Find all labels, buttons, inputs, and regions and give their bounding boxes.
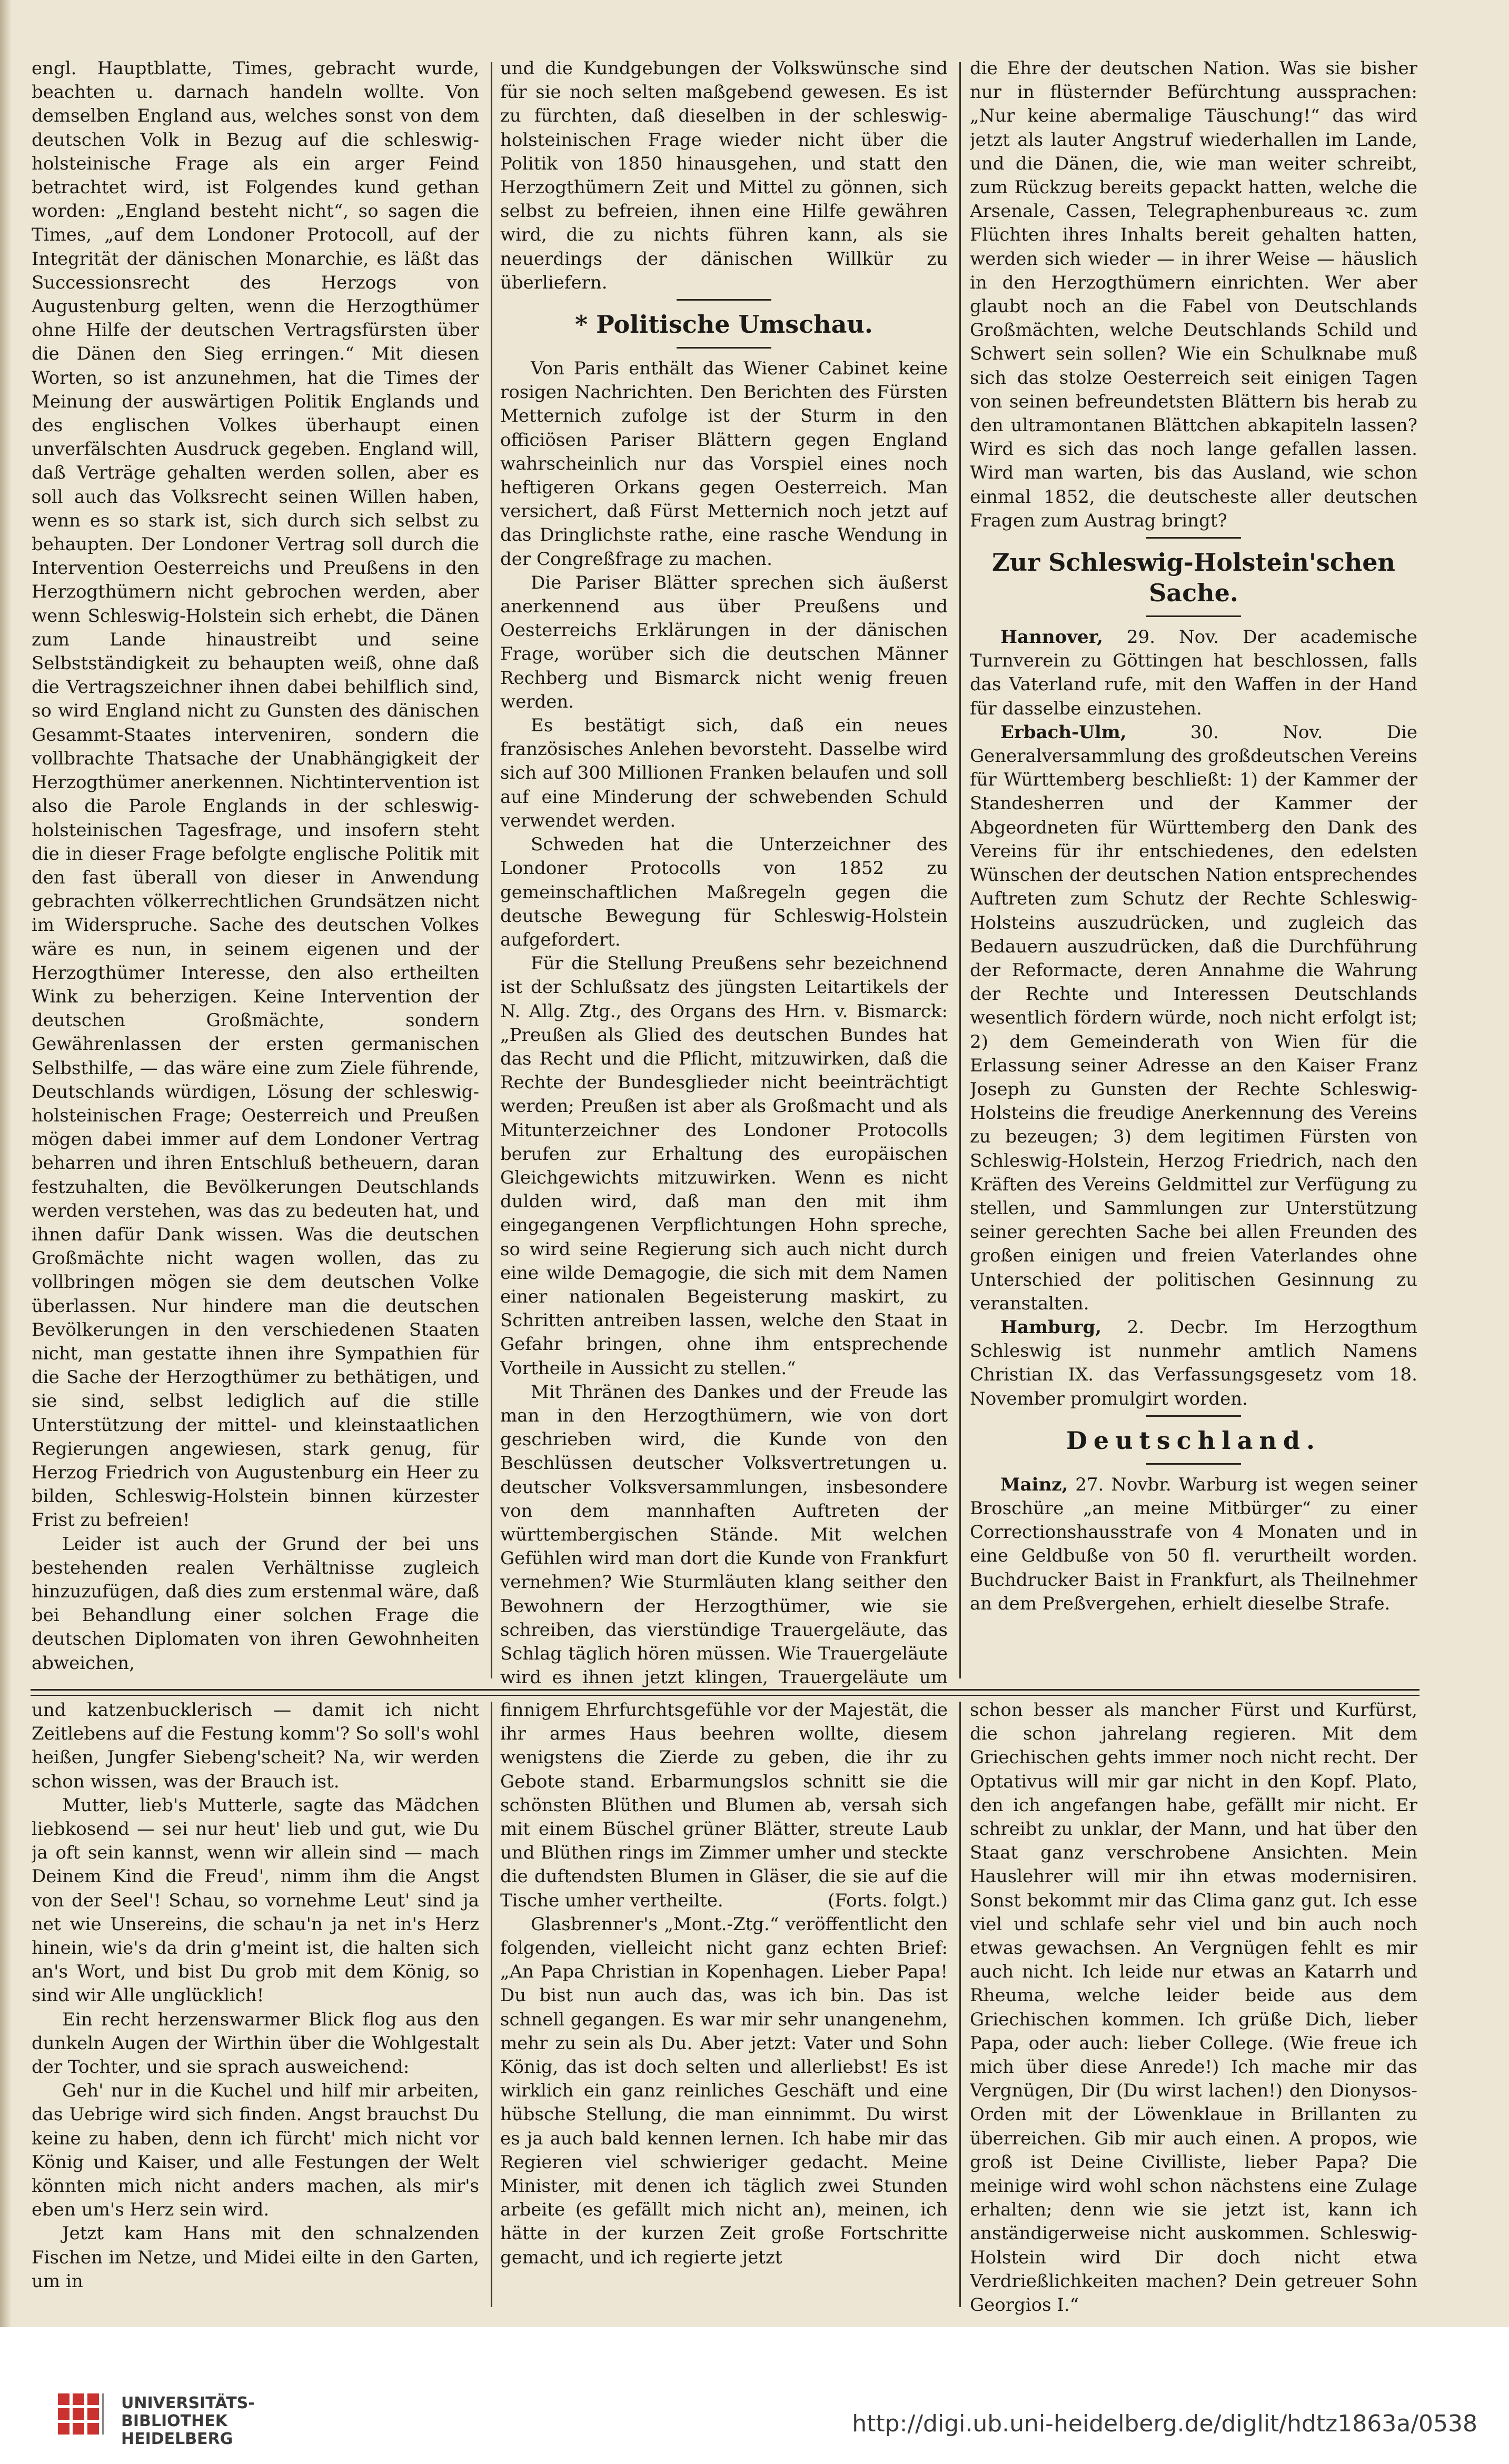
upper-column-2: [500, 57, 948, 1689]
article-paragraph: [32, 2008, 479, 2080]
source-url[interactable]: http://digi.ub.uni-heidelberg.de/diglit/hdtz1863a/0538: [852, 2410, 1477, 2437]
article-paragraph: [32, 1698, 479, 1794]
article-paragraph: [500, 1380, 948, 1689]
paragraph-text: und die Kundgebungen der Volkswünsche sind für sie noch selten maßgebend gewesen. Es ist zu fürchten, daß dieselben in der schleswig-holsteinischen Frage wieder nicht über die Politik von 1850 hinausgehen, und statt den Herzogthümern Zeit und Mittel zu gönnen, sich selbst zu befreien, ihnen eine Hilfe gewähren wird, die zu nichts führen kann, als sie neuerdings der dänischen Willkür zu überliefern.: [500, 58, 948, 293]
article-paragraph: [32, 2079, 479, 2222]
paragraph-text: schon besser als mancher Fürst und Kurfürst, die schon jahrelang regieren. Mit dem Griechischen gehts immer noch nicht recht. Der Optativus will mir gar nicht in den Kopf. Plato, den ich angefangen habe, gefällt mir nicht. Er schreibt zu unklar, der Mann, und hat über den Staat ganz verschrobene Ansichten. Mein Hauslehrer will mir ihn etwas modernisiren. Sonst bekommt mir das Clima ganz gut. Ich esse viel und schlafe sehr viel und bin auch noch etwas gewachsen. An Vergnügen fehlt es mir auch nicht. Ich leide nur etwas an Katarrh und Rheuma, welche leider beide aus dem Griechischen kommen. Ich grüße Dich, lieber Papa, oder auch: lieber College. (Wie freue ich mich über diese Anrede!) Ich mache mir das Vergnügen, Dir (Du wirst lachen!) den Dionysos-Orden mit der Löwenklaue in Brillanten zu überreichen. Gib mir auch einen. A propos, wie groß ist Deine Civilliste, lieber Papa? Die meinige wird wohl schon nächstens eine Zulage erhalten; denn wie sie jetzt ist, kann ich anständigerweise nicht auskommen. Schleswig-Holstein wird Dir doch nicht etwa Verdrießlichkeiten machen? Dein getreuer Sohn Georgios I.“: [970, 1700, 1417, 2316]
paragraph-text: Es bestätigt sich, daß ein neues französisches Anlehen bevorsteht. Dasselbe wird sich auf 300 Millionen Franken belaufen und soll auf eine Minderung der schwebenden Schuld verwendet werden.: [500, 715, 948, 831]
paragraph-text: engl. Hauptblatte, Times, gebracht wurde, beachten u. darnach handeln wollte. Von demselben England aus, welches sonst von dem deutschen Volk in Bezug auf die schleswig-holsteinische Frage als ein arger Feind betrachtet wird, ist Folgendes kund gethan worden: „England besteht nicht“, so sagen die Times, „auf dem Londoner Protocoll, auf der Integrität der dänischen Monarchie, es läßt das Successionsrecht des Herzogs von Augustenburg gelten, wenn die Herzogthümer ohne Hilfe der deutschen Vertragsfürsten über die Dänen den Sieg erringen.“ Mit diesen Worten, so ist anzunehmen, hat die Times der Meinung der auswärtigen Politik Englands und des englischen Volkes überhaupt einen unverfälschten Ausdruck gegeben. England will, daß Verträge gehalten werden sollen, aber es soll auch das Volksrecht seinen Willen haben, wenn es so stark ist, sich durch sich selbst zu behaupten. Der Londoner Vertrag soll durch die Intervention Oesterreichs und Preußens in den Herzogthümern nicht gebrochen werden, aber wenn Schleswig-Holstein sich erhebt, die Dänen zum Lande hinaustreibt und seine Selbstständigkeit zu behaupten weiß, ohne daß die Vertragszeichner ihnen dabei behilflich sind, so wird England nicht zu Gunsten des dänischen Gesammt-Staates interveniren, sondern die vollbrachte Thatsache der Unabhängigkeit der Herzogthümer anerkennen. Nichtintervention ist also die Parole Englands in der schleswig-holsteinischen Tagesfrage, und insofern steht die in dieser Frage befolgte englische Politik mit den fast überall von dieser in Anwendung gebrachten völkerrechtlichen Grundsätzen nicht im Widerspruche. Sache des deutschen Volkes wäre es nun, in seinem eigenen und der Herzogthümer Interesse, den also ertheilten Wink zu beherzigen. Keine Intervention der deutschen Großmächte, sondern Gewährenlassen der ersten germanischen Selbsthilfe, — das wäre eine zum Ziele führende, Deutschlands würdigen, Lösung der schleswig-holsteinischen Frage; Oesterreich und Preußen mögen dabei immer auf dem Londoner Vertrag beharren und ihren Entschluß betheuern, daran festzuhalten, die Bevölkerungen Deutschlands werden verstehen, was das zu bedeuten hat, und ihnen dafür Dank wissen. Was die deutschen Großmächte nicht wagen wollen, das zu vollbringen mögen sie dem deutschen Volke überlassen. Nur hindere man die deutschen Bevölkerungen in den verschiedenen Staaten nicht, man gestatte ihnen ihre Sympathien für die Sache der Herzogthümer zu bethätigen, und sie sind, selbst lediglich auf die stille Unterstützung der mittel- und kleinstaatlichen Regierungen angewiesen, stark genug, für Herzog Friedrich von Augustenburg ein Heer zu bilden, Schleswig-Holstein binnen kürzester Frist zu befreien!: [32, 58, 479, 1531]
section-heading: Zur Schleswig-Holstein'schen Sache.: [991, 548, 1395, 608]
paragraph-text: Leider ist auch der Grund der bei uns bestehenden realen Verhältnisse zugleich hinzuzufügen, daß dies zum erstenmal wäre, daß bei Behandlung einer solchen Frage die deutschen Diplomaten von ihren Gewohnheiten abweichen,: [32, 1533, 479, 1674]
library-name: UNIVERSITÄTS- BIBLIOTHEK HEIDELBERG: [121, 2394, 255, 2448]
article-paragraph: [32, 2222, 479, 2293]
article-paragraph: [500, 357, 948, 571]
paragraph-text: 27. Novbr. Warburg ist wegen seiner Broschüre „an meine Mitbürger“ zu einer Correctionshausstrafe von 4 Monaten und in eine Geldbuße von 50 fl. verurtheilt worden. Buchdrucker Baist in Frankfurt, als Theilnehmer an dem Preßvergehen, erhielt dieselbe Strafe.: [970, 1474, 1417, 1614]
paragraph-text: 2. Decbr. Im Herzogthum Schleswig ist nunmehr amtlich Namens Christian IX. das Verfassungsgesetz vom 18. November promulgirt worden.: [970, 1316, 1417, 1409]
column-divider: [491, 62, 492, 1678]
paragraph-text: Ein recht herzenswarmer Blick flog aus den dunkeln Augen der Wirthin über die Wohlgestalt der Tochter, und sie sprach ausweichend:: [32, 2009, 479, 2078]
lower-column-2: [500, 1698, 948, 2320]
lower-column-1: [32, 1698, 479, 2320]
paragraph-text: Für die Stellung Preußens sehr bezeichnend ist der Schlußsatz des jüngsten Leitartikels der N. Allg. Ztg., des Organs des Hrn. v. Bismarck: „Preußen als Glied des deutschen Bundes hat das Recht und die Pflicht, mitzuwirken, daß die Rechte der Bundesglieder nicht beeinträchtigt werden; Preußen ist aber als Großmacht und als Mitunterzeichner des Londoner Protocolls berufen zur Erhaltung des europäischen Gleichgewichts mitzuwirken. Wenn es nicht dulden wird, daß man den mit ihm eingegangenen Verpflichtungen Hohn spreche, so wird seine Regierung sich auch nicht durch eine wilde Demagogie, die sich mit dem Namen einer nationalen Begeisterung maskirt, zu Schritten antreiben lassen, welche den Staat in Gefahr bringen, ohne ihm entsprechende Vortheile in Aussicht zu stellen.“: [500, 953, 948, 1379]
section-heading: * Politische Umschau.: [575, 310, 873, 339]
article-paragraph: [500, 714, 948, 833]
article-paragraph: [970, 721, 1417, 1316]
article-paragraph: [970, 1698, 1417, 2317]
paragraph-text: Die Pariser Blätter sprechen sich äußerst anerkennend aus über Preußens und Oesterreichs Erklärungen in der dänischen Frage, worüber sich die deutschen Männer Rechberg und Bismarck nicht wenig freuen werden.: [500, 572, 948, 712]
article-paragraph: [32, 57, 479, 1533]
article-paragraph: [970, 1473, 1417, 1616]
article-paragraph: [500, 1698, 948, 1913]
paragraph-text: Glasbrenner's „Mont.-Ztg.“ veröffentlicht den folgenden, vielleicht nicht ganz echten Brief: „An Papa Christian in Kopenhagen. Lieber Papa! Du bist nun auch das, was ich bin. Das ist schnell gegangen. Es war mir sehr unangenehm, mehr zu sein als Du. Aber jetzt: Vater und Sohn König, das ist doch selten und allerliebst! Es ist wirklich ein ganz reinliches Geschäft und eine hübsche Stellung, die man einnimmt. Du wirst es ja auch bald kennen lernen. Ich habe mir das Regieren viel schwieriger gedacht. Meine Minister, mit denen ich täglich zwei Stunden arbeite (es gefällt mich nicht an), meinen, ich hätte in der kurzen Zeit große Fortschritte gemacht, und ich regierte jetzt: [500, 1913, 948, 2268]
article-paragraph: [970, 57, 1417, 533]
paragraph-text: die Ehre der deutschen Nation. Was sie bisher nur in flüsternder Befürchtung aussprachen: „Nur keine abermalige Täuschung!“ das wird jetzt als lauter Angstruf wiederhallen im Lande, und die Dänen, die, wie man weiter schreibt, zum Rückzug bereits gepackt hatten, welche die Arsenale, Cassen, Telegraphenbureaus ꝛc. zum Flüchten ihres Inhalts bereit gehalten hatten, werden sich wieder — in ihrer Weise — häuslich in den Herzogthümern einrichten. Wer aber glaubt noch an die Fabel von Deutschlands Großmächten, welche Deutschlands Schild und Schwert sein sollen? Wie ein Schulknabe muß sich das stolze Oesterreich seit einigen Tagen von seinen befreundetsten Blättern bis herab zu den ultramontanen Blättchen abkapiteln lassen? Wird es sich das noch lange gefallen lassen. Wird man warten, bis das Ausland, wie schon einmal 1852, die deutscheste aller deutschen Fragen zum Austrag bringt?: [970, 58, 1417, 531]
paragraph-text: Von Paris enthält das Wiener Cabinet keine rosigen Nachrichten. Den Berichten des Fürsten Metternich zufolge ist der Sturm in den officiösen Pariser Blättern gegen England wahrscheinlich nur das Vorspiel eines noch heftigeren Orkans gegen Oesterreich. Man versichert, daß Fürst Metternich noch jetzt auf das Dringlichste rathe, eine rasche Wendung in der Congreßfrage zu machen.: [500, 358, 948, 570]
paragraph-text: Mutter, lieb's Mutterle, sagte das Mädchen liebkosend — sei nur heut' lieb und gut, wie Du ja oft sein kannst, wenn wir allein sind — mach Deinem Kind die Freud', nimm ihm die Angst von der Seel'! Schau, so vornehme Leut' sind ja net wie Unsereins, die schau'n ja net in's Herz hinein, wie's da drin g'meint ist, die halten sich an's Wort, und bist Du grob mit dem König, so sind wir Alle unglücklich!: [32, 1794, 479, 2006]
article-paragraph: [500, 571, 948, 714]
dateline-place: Hannover,: [1000, 627, 1103, 648]
dateline-place: Mainz,: [1000, 1474, 1068, 1495]
paragraph-text: und katzenbucklerisch — damit ich nicht Zeitlebens auf die Festung komm'? So soll's wohl heißen, Jungfer Siebeng'scheit? Na, wir werden schon wissen, was der Brauch ist.: [32, 1700, 479, 1792]
section-separator: [31, 1689, 1419, 1696]
article-paragraph: [970, 1316, 1417, 1411]
paragraph-text: 29. Nov. Der academische Turnverein zu Göttingen hat beschlossen, falls das Vaterland rufe, mit den Waffen in der Hand für dasselbe einzustehen.: [970, 627, 1417, 719]
heading-rule: [1146, 615, 1241, 617]
column-divider: [959, 1702, 961, 2307]
column-divider: [959, 62, 961, 1678]
article-paragraph: [500, 57, 948, 295]
dateline-place: Erbach-Ulm,: [1000, 721, 1127, 743]
continuation-note: (Forts. folgt.): [828, 1890, 948, 1911]
article-paragraph: [32, 1794, 479, 2008]
heading-rule: [1146, 1415, 1241, 1417]
article-paragraph: [500, 952, 948, 1380]
upper-column-1: [32, 57, 479, 1689]
article-paragraph: [32, 1533, 479, 1675]
dateline-place: Hamburg,: [1000, 1316, 1102, 1338]
heading-rule: [677, 299, 771, 301]
paragraph-text: 30. Nov. Die Generalversammlung des großdeutschen Vereins für Württemberg beschließt: 1) der Kammer der Standesherren und der Kammer der Abgeordneten für Württemberg den Dank des Vereins für ihr entschiedenes, den edelsten Wünschen der deutschen Nation entsprechendes Auftreten zum Schutz der Rechte Schleswig-Holsteins auszudrücken, und zugleich das Bedauern auszudrücken, daß die Durchführung der Reformacte, deren Annahme die Wahrung der Rechte und Interessen Deutschlands wesentlich fördern würde, noch nicht erfolgt ist; 2) dem Gemeinderath von Wien für die Erlassung seiner Adresse an den Kaiser Franz Joseph zu Gunsten der Rechte Schleswig-Holsteins die freudige Anerkennung des Vereins zu bezeugen; 3) dem legitimen Fürsten von Schleswig-Holstein, Herzog Friedrich, nach den Kräften des Vereins Geldmittel zur Verfügung zu stellen, und Sammlungen zur Unterstützung seiner gerechten Sache bei allen Freunden des großen einigen und freien Vaterlandes ohne Unterschied der politischen Gesinnung zu veranstalten.: [970, 721, 1417, 1314]
paragraph-text: finnigem Ehrfurchtsgefühle vor der Majestät, die ihr armes Haus beehren wollte, diesem wenigstens die Zierde zu geben, die ihr zu Gebote stand. Erbarmungslos schnitt sie die schönsten Blüthen und Blumen ab, versah sich mit einem Büschel grüner Blätter, streute Laub und Blüthen rings im Zimmer umher und steckte die duftendsten Blumen in Gläser, die sie auf die Tische umher vertheilte.: [500, 1700, 948, 1911]
paragraph-text: Geh' nur in die Kuchel und hilf mir arbeiten, das Uebrige wird sich finden. Angst brauchst Du keine zu haben, denn ich fürcht' mich nicht vor König und Kaiser, und alle Festungen der Welt könnten mich nicht anders machen, als mir's eben um's Herz sein wird.: [32, 2080, 479, 2221]
lower-column-3: [970, 1698, 1417, 2320]
heading-rule: [677, 347, 771, 349]
binding-shadow: [0, 0, 12, 2327]
article-paragraph: [970, 625, 1417, 721]
upper-column-3: [970, 57, 1417, 1689]
paragraph-text: Schweden hat die Unterzeichner des Londoner Protocolls von 1852 zu gemeinschaftlichen Maßregeln gegen die deutsche Bewegung für Schleswig-Holstein aufgefordert.: [500, 834, 948, 950]
heading-rule: [1146, 537, 1241, 539]
article-paragraph: [500, 833, 948, 952]
paragraph-text: Mit Thränen des Dankes und der Freude las man in den Herzogthümern, wie von dort geschrieben wird, die Kunde von den Beschlüssen deutscher Volksvertretungen u. deutscher Volksversammlungen, insbesondere von dem mannhaften Auftreten der württembergischen Stände. Mit welchen Gefühlen wird man dort die Kunde von Frankfurt vernehmen? Wie Sturmläuten klang seither den Bewohnern der Herzogthümer, wie sie schreiben, das vierstündige Trauergeläute, das Schlag täglich hören müssen. Wie Trauergeläute wird es ihnen jetzt klingen, Trauergeläute um: [500, 1381, 948, 1688]
paragraph-text: Jetzt kam Hans mit den schnalzenden Fischen im Netze, und Midei eilte in den Garten, um in: [32, 2223, 479, 2292]
article-paragraph: [500, 1913, 948, 2270]
column-divider: [491, 1702, 492, 2307]
heading-rule: [1146, 1463, 1241, 1465]
section-heading: Deutschland.: [1066, 1426, 1322, 1455]
